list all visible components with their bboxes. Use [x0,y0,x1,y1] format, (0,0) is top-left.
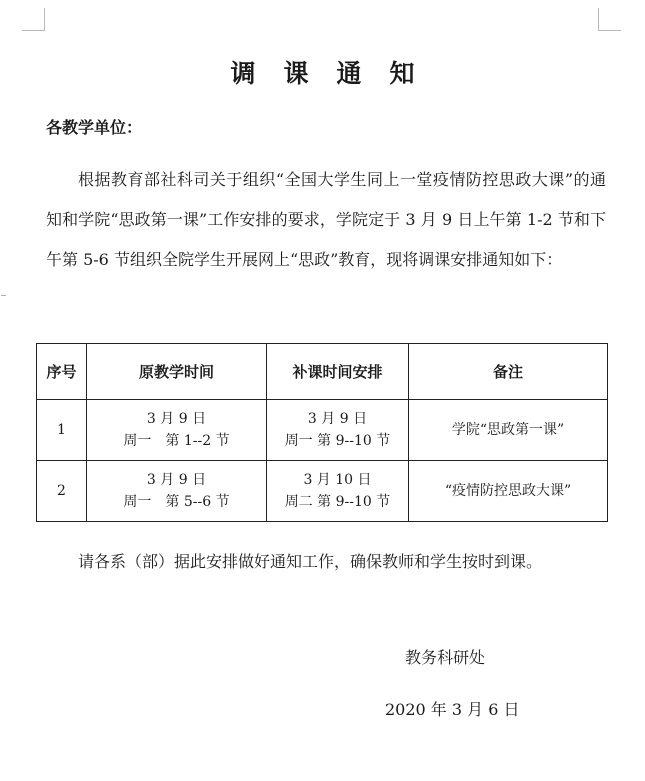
document-date: 2020 年 3 月 6 日 [385,700,520,719]
header-no: 序号 [37,344,87,400]
cell-no: 1 [37,400,87,461]
cell-original-time [87,461,267,522]
schedule-table [36,343,608,522]
cell-makeup-time [267,461,409,522]
original-date: 3 月 9 日 [146,472,207,488]
makeup-period: 周二 第 9--10 节 [284,494,391,510]
margin-tick [1,295,6,296]
crop-mark-top-left [22,8,45,31]
cell-original-time [87,400,267,461]
cell-makeup-time [267,400,409,461]
closing-paragraph: 请各系（部）据此安排做好通知工作，确保教师和学生按时到课。 [78,552,543,571]
makeup-date: 3 月 9 日 [307,411,368,427]
crop-mark-top-right [598,8,621,31]
makeup-date: 3 月 10 日 [303,472,372,488]
header-original-time: 原教学时间 [87,344,267,400]
original-period: 周一 第 5--6 节 [123,494,230,510]
cell-remark: 学院“思政第一课” [409,400,608,461]
header-makeup-time: 补课时间安排 [267,344,409,400]
body-paragraph: 根据教育部社科司关于组织“全国大学生同上一堂疫情防控思政大课”的通知和学院“思政第一课”工作安排的要求，学院定于 3 月 9 日上午第 1-2 节和下午第 5-6 节组织全院学生开展网上“思政”教育，现将调课安排通知如下： [46,170,606,269]
header-remark: 备注 [409,344,608,400]
makeup-period: 周一 第 9--10 节 [284,433,391,449]
cell-remark: “疫情防控思政大课” [409,461,608,522]
document-title: 调课通知 [230,59,443,88]
original-date: 3 月 9 日 [146,411,207,427]
signer: 教务科研处 [405,648,486,667]
cell-no: 2 [37,461,87,522]
table-header-row [37,344,608,400]
table-row [37,461,608,522]
salutation: 各教学单位： [46,118,143,137]
table-row [37,400,608,461]
original-period: 周一 第 1--2 节 [123,433,230,449]
